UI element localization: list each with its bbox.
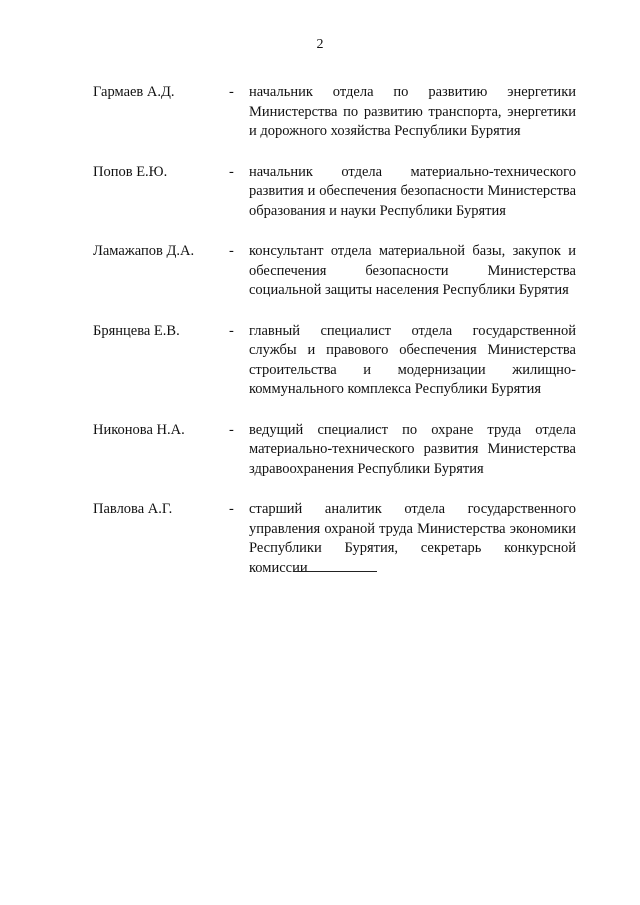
member-role: ведущий специалист по охране труда отдела материально-технического развития Министерства здравоохранения Республики Бурятия [249,421,576,477]
page-number: 2 [316,37,324,52]
member-row [93,500,576,578]
member-name: Гармаев А.Д. [93,84,175,100]
member-dash: - [229,243,234,259]
member-name: Павлова А.Г. [93,501,173,517]
member-row [93,83,576,142]
member-name: Ламажапов Д.А. [93,243,195,259]
member-name: Никонова Н.А. [93,421,185,438]
member-role: начальник отдела по развитию энергетики Министерства по развитию транспорта, энергетики и дорожного хозяйства Республики Бурятия [249,84,576,139]
member-role: консультант отдела материальной базы, закупок и обеспечения безопасности Министерства социальной защиты населения Республики Бурятия [249,243,576,298]
member-name: Брянцева Е.В. [93,322,180,339]
member-row [93,163,576,222]
member-row [93,421,576,480]
member-role: начальник отдела материально-технического развития и обеспечения безопасности Министерства образования и науки Республики Бурятия [249,163,576,219]
member-dash: - [229,84,234,100]
member-name: Попов Е.Ю. [93,163,168,180]
member-role: главный специалист отдела государственной службы и правового обеспечения Министерства строительства и модернизации жилищно-коммунального комплекса Республики Бурятия [249,322,576,397]
member-dash: - [229,501,234,517]
member-dash: - [229,421,234,438]
member-dash: - [229,322,234,339]
member-row [93,322,576,400]
member-role: старший аналитик отдела государственного управления охраной труда Министерства экономики Республики Бурятия, секретарь конкурсной комиссии [249,501,576,576]
end-of-document-rule [293,571,377,572]
commission-member-list [93,83,576,578]
member-row [93,242,576,301]
member-dash: - [229,163,234,180]
